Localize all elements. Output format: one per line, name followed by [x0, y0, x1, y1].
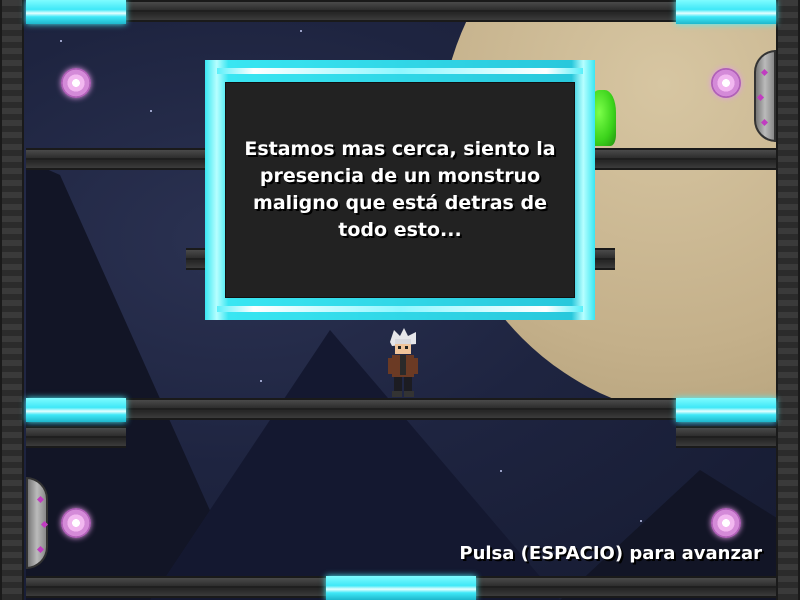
light-top-left: [26, 0, 126, 24]
dialog-panel: [225, 82, 575, 298]
top-beam: [26, 0, 776, 22]
upper-left-beam: [26, 148, 206, 170]
dialog-box[interactable]: [205, 60, 595, 320]
dialog-text: Estamos mas cerca, siento la presencia de un monstruo maligno que está detras de todo esto...: [244, 138, 556, 241]
energy-orb-icon[interactable]: [711, 68, 741, 98]
light-bottom-center: [326, 576, 476, 600]
mid-right-stub: [595, 248, 615, 270]
advance-prompt: Pulsa (ESPACIO) para avanzar: [459, 543, 762, 564]
right-wall: [776, 0, 800, 600]
upper-right-beam: [595, 148, 776, 170]
energy-orb-icon[interactable]: [61, 68, 91, 98]
light-mid-left: [26, 398, 126, 422]
mid-left-stub: [186, 248, 206, 270]
light-mid-right: [676, 398, 776, 422]
lower-left-ledge: [26, 426, 126, 448]
energy-orb-icon[interactable]: [711, 508, 741, 538]
light-top-right: [676, 0, 776, 24]
lower-right-ledge: [676, 426, 776, 448]
energy-orb-icon[interactable]: [61, 508, 91, 538]
hero-sprite-icon[interactable]: [386, 328, 420, 398]
portal-door-icon[interactable]: [26, 477, 48, 569]
middle-floor-beam: [26, 398, 776, 420]
left-wall: [0, 0, 24, 600]
portal-door-icon[interactable]: [754, 50, 776, 142]
